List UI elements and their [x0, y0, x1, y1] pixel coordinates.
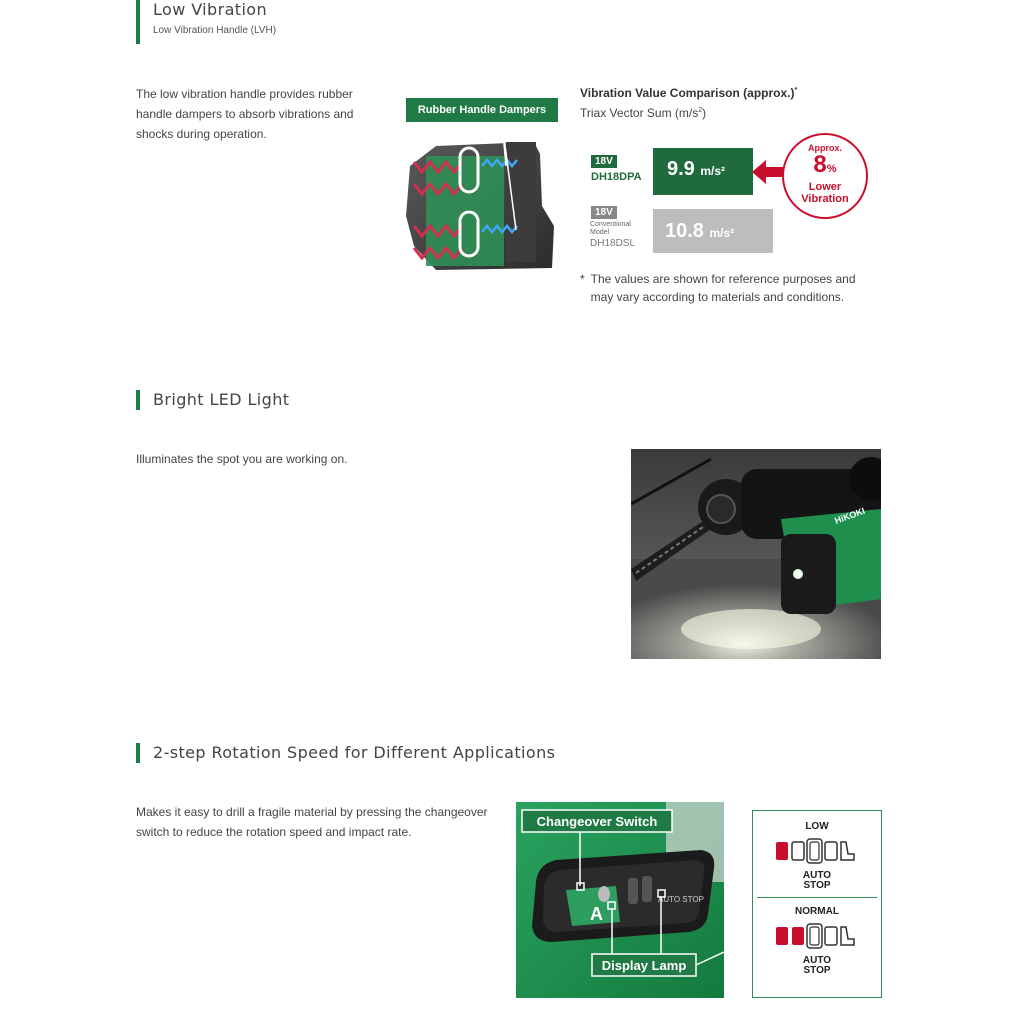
- arrow-left-icon: [752, 160, 786, 184]
- bar-new-value: 9.9 m/s²: [667, 158, 726, 180]
- lamp-indicator-low: [774, 836, 860, 866]
- section-title: Low Vibration: [153, 0, 268, 19]
- model-name-old: DH18DSL: [590, 238, 636, 249]
- mode-normal: [753, 898, 881, 976]
- section-header-led: [136, 390, 289, 410]
- changeover-switch-callout: Changeover Switch: [536, 814, 658, 829]
- mode-low: [753, 811, 881, 891]
- vibration-description: The low vibration handle provides rubber handle dampers to absorb vibrations and shocks during operation.: [136, 87, 354, 141]
- voltage-tag-new: 18V: [591, 155, 617, 168]
- lower-vibration-badge: [782, 133, 868, 219]
- mode-label: LOW: [805, 821, 829, 832]
- model-name-new: DH18DPA: [591, 171, 642, 183]
- lamp-indicator-normal: [774, 921, 860, 951]
- bar-old-value: 10.8 m/s²: [665, 220, 735, 242]
- section-title: 2-step Rotation Speed for Different Applications: [153, 743, 556, 762]
- switch-letter: A: [590, 904, 603, 924]
- badge-value: 8%: [813, 151, 837, 178]
- rubber-damper-label: Rubber Handle Dampers: [406, 98, 558, 122]
- section-header-rotation: [136, 743, 555, 763]
- brand-logo: HiKOKI: [833, 505, 867, 526]
- badge-line2: Vibration: [801, 193, 849, 205]
- changeover-switch-photo: [516, 802, 724, 998]
- voltage-tag-old: 18V: [591, 206, 617, 219]
- section-header-vibration: [136, 0, 276, 44]
- section-title: Bright LED Light: [153, 390, 290, 409]
- badge-top: Approx.: [807, 143, 842, 153]
- display-lamp-callout: Display Lamp: [601, 958, 687, 973]
- conventional-model-note: Conventional Model: [590, 221, 631, 236]
- badge-line1: Lower: [808, 181, 842, 193]
- rotation-description: Makes it easy to drill a fragile material by pressing the changeover switch to reduce the rotation speed and impact rate.: [136, 805, 488, 839]
- led-description: Illuminates the spot you are working on.: [136, 452, 348, 466]
- section-subtitle: Low Vibration Handle (LVH): [153, 25, 277, 36]
- auto-stop-label: AUTO STOP: [802, 955, 832, 976]
- led-light-photo: [631, 449, 881, 659]
- switch-small-text: AUTO STOP: [658, 895, 704, 904]
- auto-stop-label: AUTO STOP: [802, 870, 832, 891]
- mode-label: NORMAL: [795, 906, 839, 917]
- mode-display-panel: [752, 810, 882, 998]
- footnote: * The values are shown for reference purposes and may vary according to materials and conditions.: [580, 272, 856, 304]
- rubber-damper-illustration: [406, 96, 558, 271]
- comparison-subtitle: Triax Vector Sum $(m/s^2)$: [580, 106, 707, 120]
- comparison-title: Vibration Value Comparison (approx.)*: [580, 86, 798, 100]
